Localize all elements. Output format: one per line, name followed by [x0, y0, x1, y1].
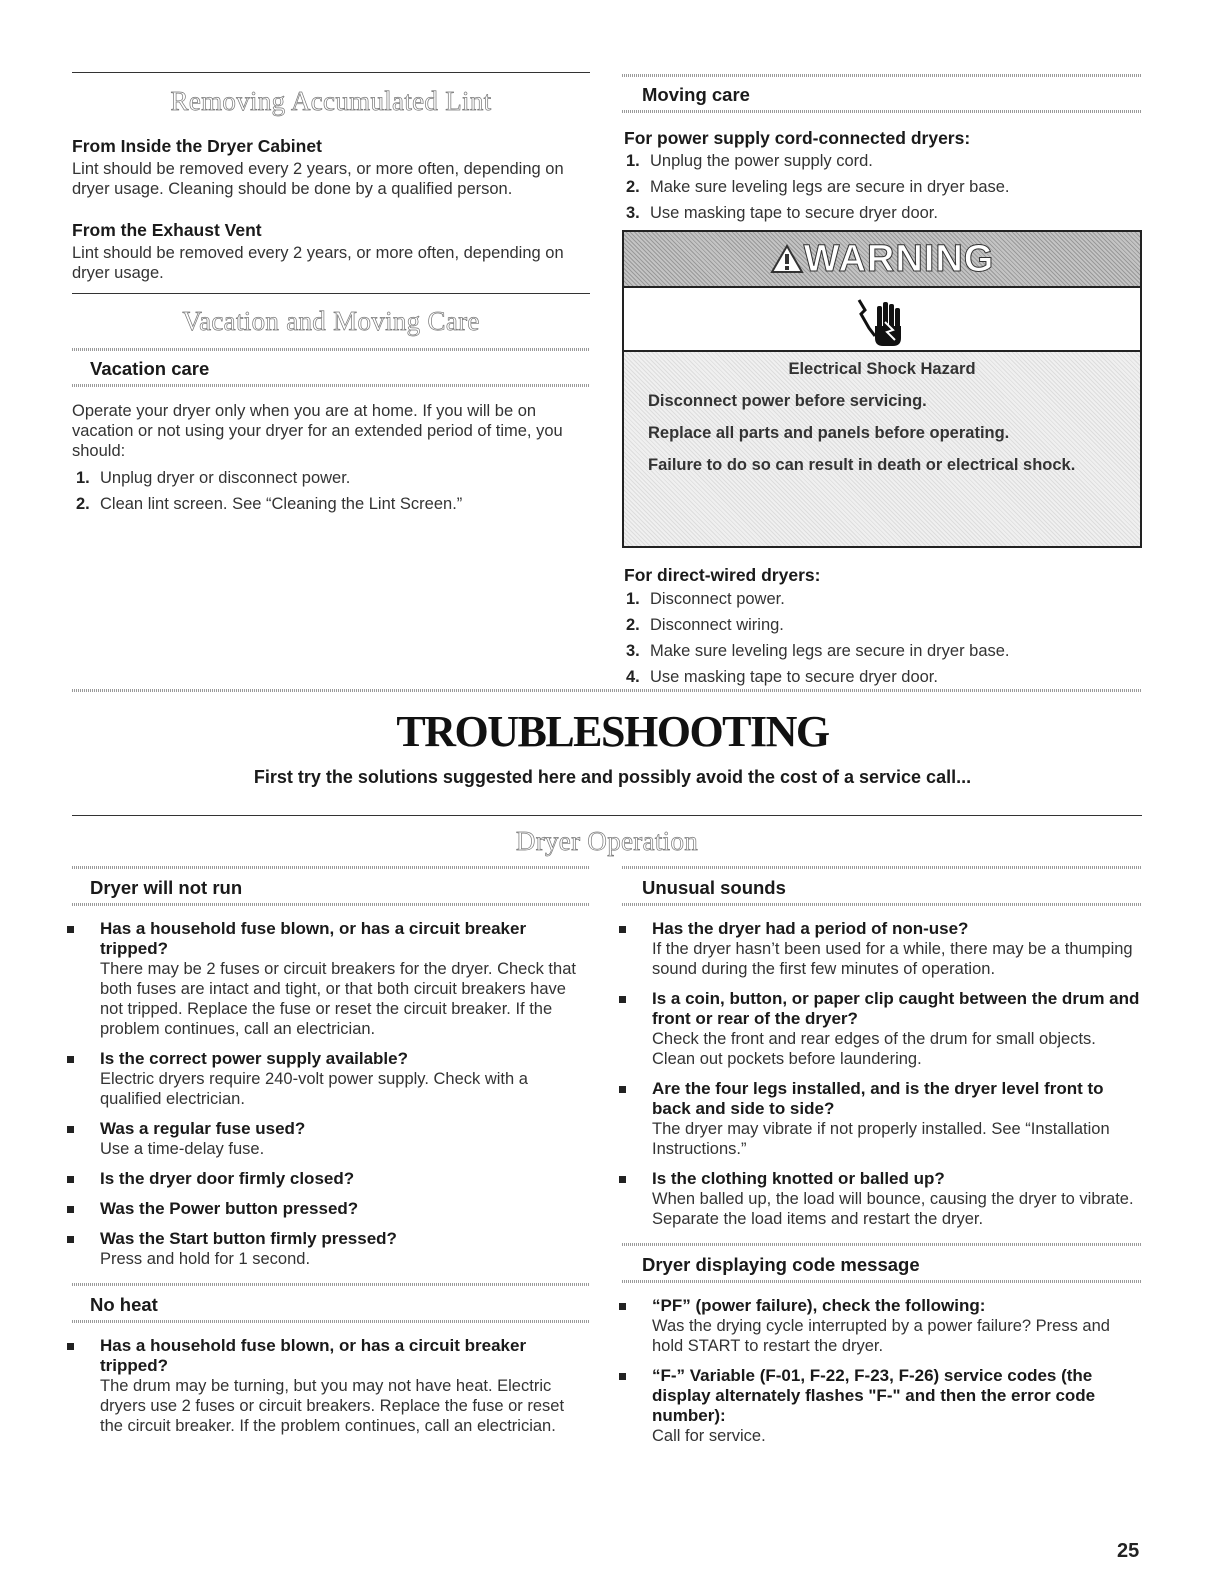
- list-item: Was the Start button firmly pressed? Press and hold for 1 second.: [64, 1229, 590, 1269]
- warning-triangle-icon: [770, 244, 804, 274]
- bullet-icon: [619, 1303, 626, 1310]
- dotted-bar: [72, 348, 590, 351]
- divider-rule: [72, 72, 590, 73]
- divider-rule: [72, 293, 590, 294]
- heading-vacation-care: Vacation care: [90, 358, 210, 379]
- bullet-icon: [67, 1236, 74, 1243]
- warning-line-3: Failure to do so can result in death or electrical shock.: [648, 456, 1076, 474]
- section-title-dryer-operation: Dryer Operation: [515, 826, 699, 856]
- list-item: 1. Disconnect power.: [626, 590, 785, 608]
- heading-unusual-sounds: Unusual sounds: [642, 877, 786, 898]
- list-item: 1. Unplug dryer or disconnect power.: [76, 469, 351, 487]
- bullet-icon: [67, 1056, 74, 1063]
- list-item: Is a coin, button, or paper clip caught between the drum and front or rear of the dryer? Check the front and rear edges of the drum for small objects. Clean out pockets before laundering.: [616, 989, 1142, 1069]
- heading-cord-connected: For power supply cord-connected dryers:: [624, 128, 971, 148]
- warning-line-2: Replace all parts and panels before operating.: [648, 424, 1010, 442]
- list-item: “PF” (power failure), check the following: Was the drying cycle interrupted by a power failure? Press and hold START to restart the dryer.: [616, 1296, 1142, 1356]
- warning-symbol-area: [624, 286, 1140, 352]
- text-exhaust-vent: Lint should be removed every 2 years, or more often, depending on dryer usage.: [72, 244, 564, 282]
- list-item: 2. Make sure leveling legs are secure in dryer base.: [626, 178, 1010, 196]
- dotted-bar: [72, 1320, 590, 1323]
- direct-wired-steps: [622, 589, 1142, 693]
- bullet-icon: [67, 1206, 74, 1213]
- list-item: Is the clothing knotted or balled up? When balled up, the load will bounce, causing the dryer to vibrate. Separate the load items and restart the dryer.: [616, 1169, 1142, 1229]
- list-item: 2. Clean lint screen. See “Cleaning the Lint Screen.”: [76, 495, 463, 513]
- bullet-icon: [619, 1086, 626, 1093]
- heading-no-heat: No heat: [90, 1294, 158, 1315]
- section-title-vacation-moving: Vacation and Moving Care: [182, 306, 480, 336]
- will-not-run-list: [64, 919, 590, 1279]
- warning-header: [624, 232, 1140, 286]
- list-item: 1. Unplug the power supply cord.: [626, 152, 873, 170]
- list-item: “F-” Variable (F-01, F-22, F-23, F-26) service codes (the display alternately flashes "F-" and then the error code number): Call for service.: [616, 1366, 1142, 1446]
- warning-hazard: Electrical Shock Hazard: [788, 360, 976, 378]
- dotted-bar: [72, 384, 590, 387]
- page-number: 25: [1117, 1540, 1140, 1562]
- bullet-icon: [619, 996, 626, 1003]
- heading-direct-wired: For direct-wired dryers:: [624, 565, 821, 585]
- bullet-icon: [67, 926, 74, 933]
- list-item: 2. Disconnect wiring.: [626, 616, 784, 634]
- list-item: Is the dryer door firmly closed?: [64, 1169, 590, 1189]
- list-item: 3. Use masking tape to secure dryer door.: [626, 204, 938, 222]
- list-item: Has the dryer had a period of non-use? If the dryer hasn’t been used for a while, there may be a thumping sound during the first few minutes of operation.: [616, 919, 1142, 979]
- list-item: Was a regular fuse used? Use a time-delay fuse.: [64, 1119, 590, 1159]
- list-item: 3. Make sure leveling legs are secure in dryer base.: [626, 642, 1010, 660]
- bullet-icon: [619, 926, 626, 933]
- bullet-icon: [67, 1343, 74, 1350]
- divider-rule: [72, 815, 1142, 816]
- dotted-bar: [72, 903, 590, 906]
- warning-body: [624, 352, 1140, 546]
- cord-connected-steps: [622, 151, 1142, 229]
- list-item: Is the correct power supply available? Electric dryers require 240-volt power supply. Check with a qualified electrician.: [64, 1049, 590, 1109]
- list-item: Are the four legs installed, and is the dryer level front to back and side to side? The dryer may vibrate if not properly installed. See “Installation Instructions.”: [616, 1079, 1142, 1159]
- bullet-icon: [67, 1176, 74, 1183]
- dotted-bar: [72, 1283, 590, 1286]
- heading-inside-cabinet: From Inside the Dryer Cabinet: [72, 136, 322, 156]
- dotted-bar: [72, 866, 590, 869]
- heading-moving-care: Moving care: [642, 84, 750, 105]
- bullet-icon: [619, 1373, 626, 1380]
- heading-exhaust-vent: From the Exhaust Vent: [72, 220, 262, 240]
- dotted-bar: [622, 1243, 1142, 1246]
- no-heat-list: [64, 1336, 590, 1446]
- bullet-icon: [67, 1126, 74, 1133]
- code-message-list: [616, 1296, 1142, 1456]
- heading-code-message: Dryer displaying code message: [642, 1254, 920, 1275]
- dotted-bar: [622, 903, 1142, 906]
- unusual-sounds-list: [616, 919, 1142, 1239]
- electrical-shock-icon: [849, 296, 919, 348]
- dotted-bar: [622, 74, 1142, 77]
- warning-label: WARNING: [803, 237, 995, 280]
- dotted-bar: [622, 866, 1142, 869]
- vacation-steps: [72, 468, 587, 520]
- bullet-icon: [619, 1176, 626, 1183]
- heading-dryer-will-not-run: Dryer will not run: [90, 877, 243, 898]
- list-item: Has a household fuse blown, or has a circuit breaker tripped? There may be 2 fuses or circuit breakers for the dryer. Check that both fuses are intact and tight, or that both circuit breakers have not tripped. Replace the fuse or reset the circuit breaker. If the problem continues, call an electrician.: [64, 919, 590, 1039]
- dotted-bar: [622, 1280, 1142, 1283]
- list-item: Was the Power button pressed?: [64, 1199, 590, 1219]
- page-tagline: First try the solutions suggested here and possibly avoid the cost of a service call...: [253, 767, 972, 787]
- list-item: Has a household fuse blown, or has a circuit breaker tripped? The drum may be turning, but you may not have heat. Electric dryers use 2 fuses or circuit breakers. Replace the fuse or reset the circuit breaker. If the problem continues, call an electrician.: [64, 1336, 590, 1436]
- page-title: TROUBLESHOOTING: [396, 707, 829, 756]
- dotted-bar: [622, 110, 1142, 113]
- dotted-bar: [72, 689, 1142, 692]
- section-title-removing-lint: Removing Accumulated Lint: [170, 86, 492, 116]
- warning-box: [622, 230, 1142, 548]
- list-item: 4. Use masking tape to secure dryer door.: [626, 668, 938, 686]
- text-inside-cabinet: Lint should be removed every 2 years, or more often, depending on dryer usage. Cleaning should be done by a qualified person.: [72, 160, 564, 198]
- text-vacation-care: Operate your dryer only when you are at home. If you will be on vacation or not using your dryer for an extended period of time, you should:: [72, 402, 563, 460]
- warning-line-1: Disconnect power before servicing.: [648, 392, 927, 410]
